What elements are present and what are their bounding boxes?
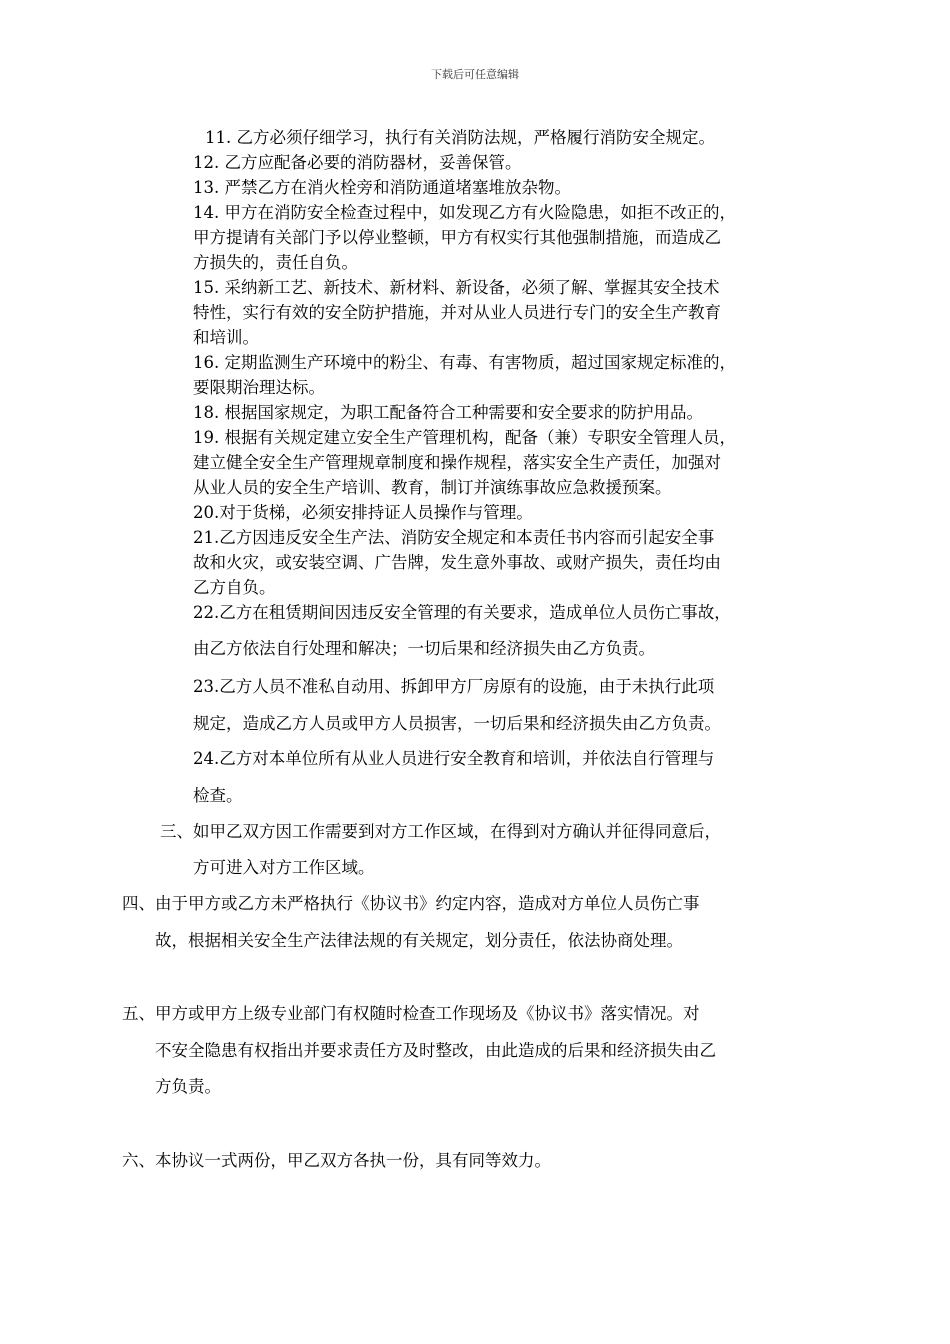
section-4-line-1: 四、由于甲方或乙方未严格执行《协议书》约定内容，造成对方单位人员伤亡事 [122, 894, 700, 913]
clause-15-line-2: 特性，实行有效的安全防护措施，并对从业人员进行专门的安全生产教育 [193, 303, 721, 322]
clause-22-line-2: 由乙方依法自行处理和解决；一切后果和经济损失由乙方负责。 [193, 639, 655, 658]
section-3-line-1: 三、如甲乙双方因工作需要到对方工作区域，在得到对方确认并征得同意后， [160, 822, 721, 841]
clause-19-line-3: 从业人员的安全生产培训、教育，制订并演练事故应急救援预案。 [193, 478, 672, 497]
clause-14-line-2: 甲方提请有关部门予以停业整顿，甲方有权实行其他强制措施，而造成乙 [193, 228, 721, 247]
clause-18: 18. 根据国家规定，为职工配备符合工种需要和安全要求的防护用品。 [193, 403, 703, 422]
clause-22-line-1: 22.乙方在租赁期间因违反安全管理的有关要求，造成单位人员伤亡事故， [193, 603, 731, 622]
clause-24-line-2: 检查。 [193, 786, 243, 805]
clause-15-line-3: 和培训。 [193, 328, 259, 347]
clause-16-line-2: 要限期治理达标。 [193, 378, 325, 397]
clause-12: 12. 乙方应配备必要的消防器材，妥善保管。 [193, 153, 522, 172]
page-header: 下载后可任意编辑 [431, 68, 519, 81]
clause-19-line-2: 建立健全安全生产管理规章制度和操作规程，落实安全生产责任，加强对 [193, 453, 721, 472]
clause-23-line-1: 23.乙方人员不准私自动用、拆卸甲方厂房原有的设施，由于未执行此项 [193, 677, 715, 696]
clause-14-line-3: 方损失的，责任自负。 [193, 253, 358, 272]
clause-21-line-1: 21.乙方因违反安全生产法、消防安全规定和本责任书内容而引起安全事 [193, 528, 715, 547]
section-6: 六、本协议一式两份，甲乙双方各执一份，具有同等效力。 [122, 1151, 551, 1170]
section-5-line-2: 不安全隐患有权指出并要求责任方及时整改，由此造成的后果和经济损失由乙 [155, 1041, 716, 1060]
section-5-line-3: 方负责。 [155, 1077, 221, 1096]
clause-23-line-2: 规定，造成乙方人员或甲方人员损害，一切后果和经济损失由乙方负责。 [193, 714, 721, 733]
clause-24-line-1: 24.乙方对本单位所有从业人员进行安全教育和培训，并依法自行管理与 [193, 749, 715, 768]
clause-21-line-2: 故和火灾，或安装空调、广告牌，发生意外事故、或财产损失，责任均由 [193, 553, 721, 572]
clause-15-line-1: 15. 采纳新工艺、新技术、新材料、新设备，必须了解、掌握其安全技术 [193, 278, 720, 297]
section-4-line-2: 故，根据相关安全生产法律法规的有关规定，划分责任，依法协商处理。 [155, 931, 683, 950]
clause-14-line-1: 14. 甲方在消防安全检查过程中，如发现乙方有火险隐患，如拒不改正的， [193, 203, 736, 222]
clause-16-line-1: 16. 定期监测生产环境中的粉尘、有毒、有害物质，超过国家规定标准的， [193, 353, 736, 372]
section-3-line-2: 方可进入对方工作区域。 [193, 858, 375, 877]
clause-11: 11. 乙方必须仔细学习，执行有关消防法规，严格履行消防安全规定。 [205, 128, 715, 147]
section-5-line-1: 五、甲方或甲方上级专业部门有权随时检查工作现场及《协议书》落实情况。对 [122, 1004, 700, 1023]
clause-21-line-3: 乙方自负。 [193, 578, 276, 597]
clause-19-line-1: 19. 根据有关规定建立安全生产管理机构，配备（兼）专职安全管理人员， [193, 428, 736, 447]
clause-13: 13. 严禁乙方在消火栓旁和消防通道堵塞堆放杂物。 [193, 178, 571, 197]
clause-20: 20.对于货梯，必须安排持证人员操作与管理。 [193, 503, 533, 522]
